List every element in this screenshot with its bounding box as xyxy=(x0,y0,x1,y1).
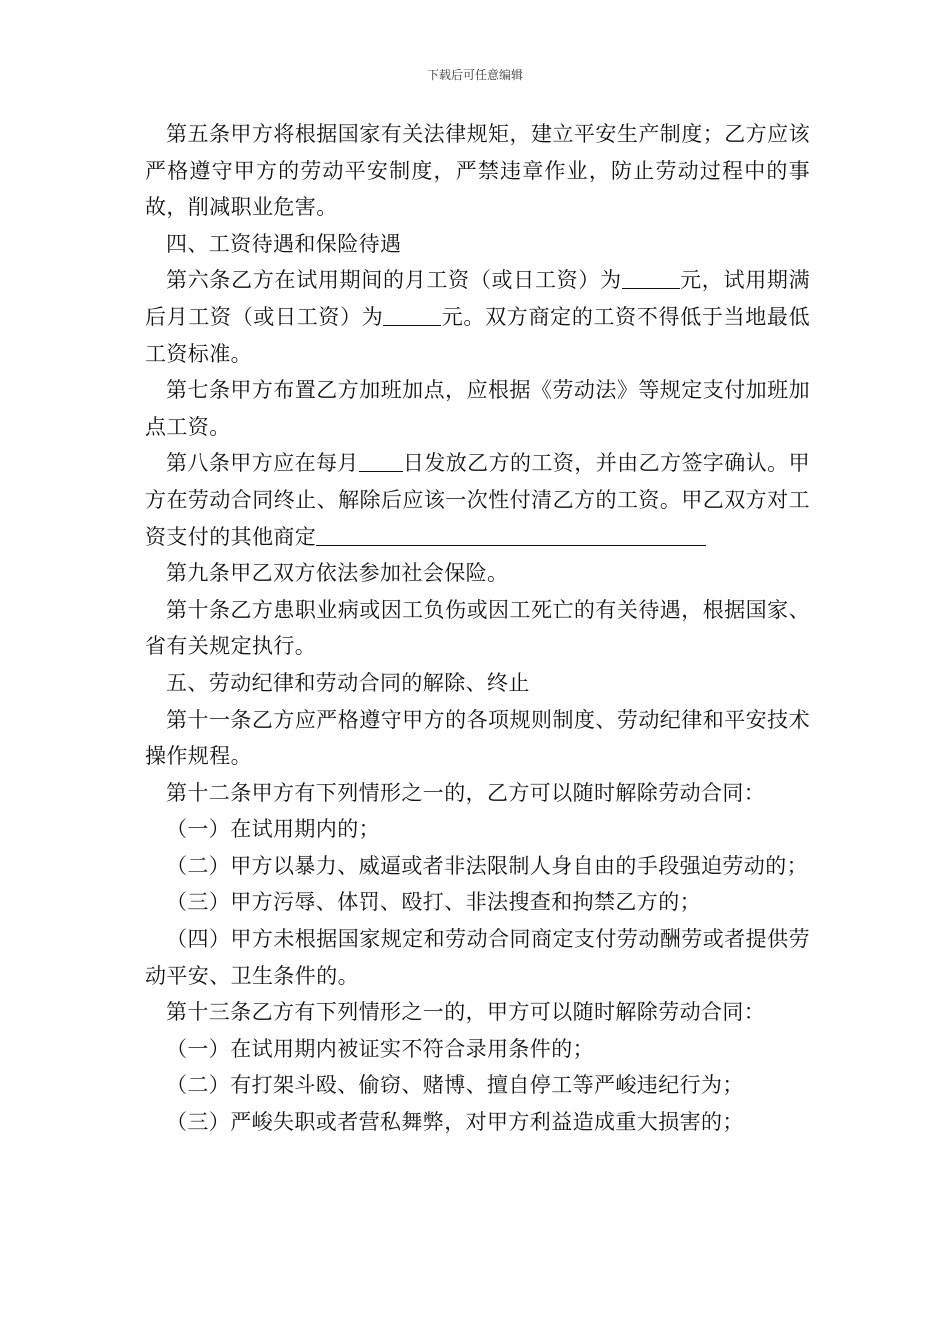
article-6-text-1: 第六条乙方在试用期间的月工资（或日工资）为 xyxy=(166,268,622,293)
section-heading-4: 四、工资待遇和保险待遇 xyxy=(166,231,402,256)
list-item-13-2: （二）有打架斗殴、偷窃、赌博、擅自停工等严峻违纪行为； xyxy=(166,1073,744,1098)
paragraph-article-10: 第十条乙方患职业病或因工负伤或因工死亡的有关待遇，根据国家、省有关规定执行。 xyxy=(145,597,810,659)
paragraph-article-9: 第九条甲乙双方依法参加社会保险。 xyxy=(166,561,509,586)
article-8-text-1: 第八条甲方应在每月 xyxy=(166,451,359,476)
list-item-12-3: （三）甲方污辱、体罚、殴打、非法搜查和拘禁乙方的； xyxy=(166,890,701,915)
paragraph-article-13: 第十三条乙方有下列情形之一的，甲方可以随时解除劳动合同： xyxy=(166,1000,766,1025)
list-item-12-4: （四）甲方未根据国家规定和劳动合同商定支付劳动酬劳或者提供劳动平安、卫生条件的。 xyxy=(145,927,810,988)
paragraph-article-7: 第七条甲方布置乙方加班加点，应根据《劳动法》等规定支付加班加点工资。 xyxy=(145,378,810,439)
article-8-text-2: 日发放乙方的工资，并由乙方签字确认。甲方在劳动合同终止、解除后应该一次性付清乙方的工资。甲乙双方对工资支付的其他商定 xyxy=(145,451,810,549)
pay-day-blank[interactable] xyxy=(359,449,403,472)
page-header: 下载后可任意编辑 xyxy=(426,68,523,82)
paragraph-article-5: 第五条甲方将根据国家有关法律规矩，建立平安生产制度；乙方应该严格遵守甲方的劳动平安制度，严禁违章作业，防止劳动过程中的事故，削减职业危害。 xyxy=(145,122,810,220)
list-item-12-1: （一）在试用期内的； xyxy=(166,817,380,842)
list-item-12-2: （二）甲方以暴力、威逼或者非法限制人身自由的手段强迫劳动的； xyxy=(166,853,808,878)
paragraph-article-11: 第十一条乙方应严格遵守甲方的各项规则制度、劳动纪律和平安技术操作规程。 xyxy=(145,707,810,769)
article-6-text-3: 元。双方商定的工资不得低于当地最低工资标准。 xyxy=(145,304,810,366)
article-6-text-2: 元，试用期满后月工资（或日工资）为 xyxy=(145,268,811,329)
regular-wage-blank[interactable] xyxy=(383,303,441,326)
list-item-13-3: （三）严峻失职或者营私舞弊，对甲方利益造成重大损害的； xyxy=(166,1110,744,1135)
section-heading-5: 五、劳动纪律和劳动合同的解除、终止 xyxy=(166,670,530,695)
paragraph-article-8 xyxy=(145,445,810,555)
other-agreement-blank[interactable] xyxy=(316,523,706,546)
document-body xyxy=(145,116,810,1141)
paragraph-article-6 xyxy=(145,262,810,372)
paragraph-article-12: 第十二条甲方有下列情形之一的，乙方可以随时解除劳动合同： xyxy=(166,780,766,805)
trial-wage-blank[interactable] xyxy=(622,266,680,289)
list-item-13-1: （一）在试用期内被证实不符合录用条件的； xyxy=(166,1036,594,1061)
